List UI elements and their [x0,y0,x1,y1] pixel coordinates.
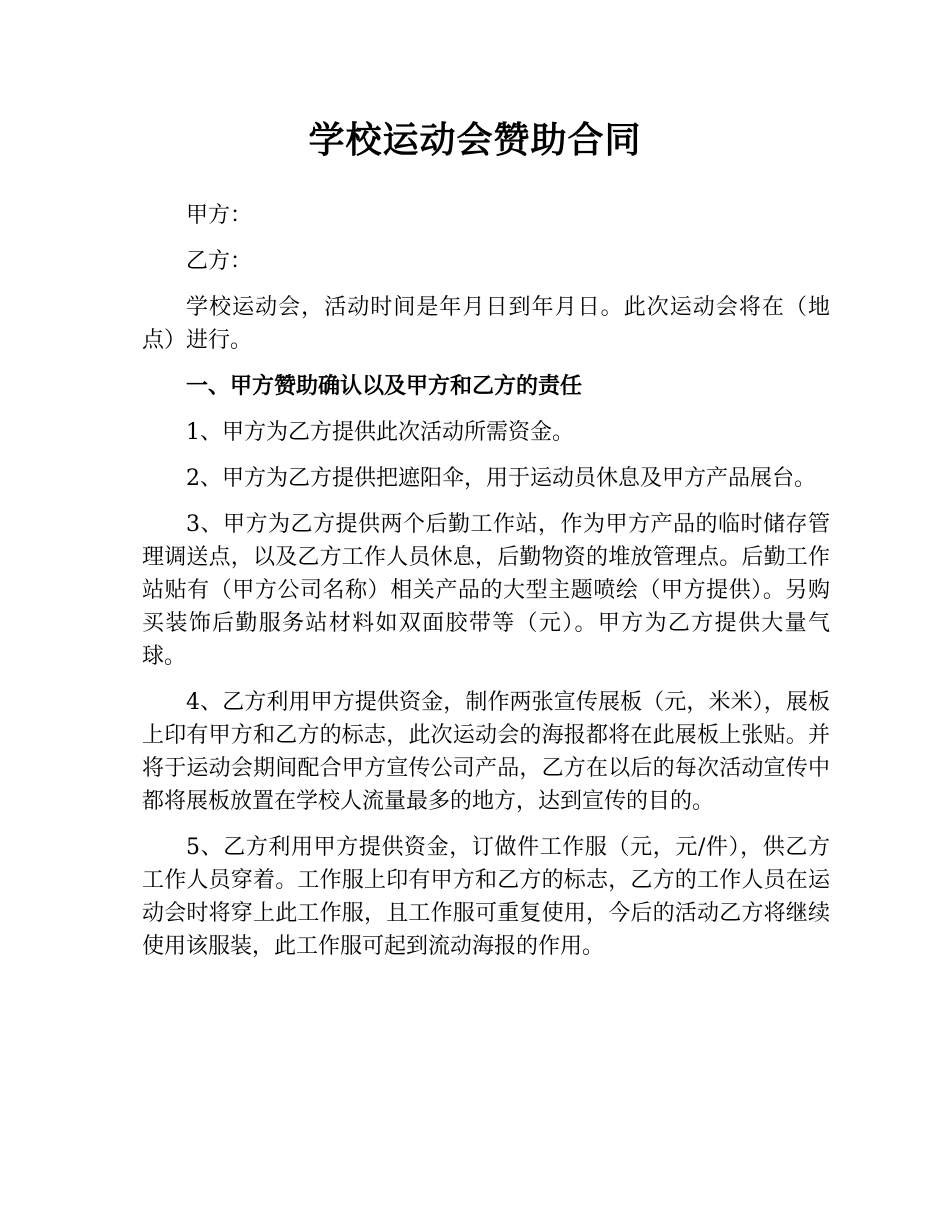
clause-4: 4、乙方利用甲方提供资金，制作两张宣传展板（元，米米），展板上印有甲方和乙方的标志，此次运动会的海报都将在此展板上张贴。并将于运动会期间配合甲方宣传公司产品，乙方在以后的每次活动宣传中都将展板放置在学校人流量最多的地方，达到宣传的目的。 [142,690,830,814]
clause-5: 5、乙方利用甲方提供资金，订做件工作服（元，元/件），供乙方工作人员穿着。工作服上印有甲方和乙方的标志，乙方的工作人员在运动会时将穿上此工作服，且工作服可重复使用，今后的活动乙方将继续使用该服装，此工作服可起到流动海报的作用。 [142,835,830,959]
clause-2: 2、甲方为乙方提供把遮阳伞，用于运动员休息及甲方产品展台。 [186,466,816,491]
document-title: 学校运动会赞助合同 [308,120,642,161]
party-b-line: 乙方： [186,249,253,274]
document-body [142,199,830,976]
intro-paragraph: 学校运动会，活动时间是年月日到年月日。此次运动会将在（地点）进行。 [142,295,830,353]
section-heading: 一、甲方赞助确认以及甲方和乙方的责任 [186,374,583,399]
party-a-line: 甲方： [186,203,253,228]
clause-3: 3、甲方为乙方提供两个后勤工作站，作为甲方产品的临时储存管理调送点，以及乙方工作人员休息，后勤物资的堆放管理点。后勤工作站贴有（甲方公司名称）相关产品的大型主题喷绘（甲方提供）。另购买装饰后勤服务站材料如双面胶带等（元）。甲方为乙方提供大量气球。 [142,512,830,669]
clause-1: 1、甲方为乙方提供此次活动所需资金。 [186,420,574,445]
